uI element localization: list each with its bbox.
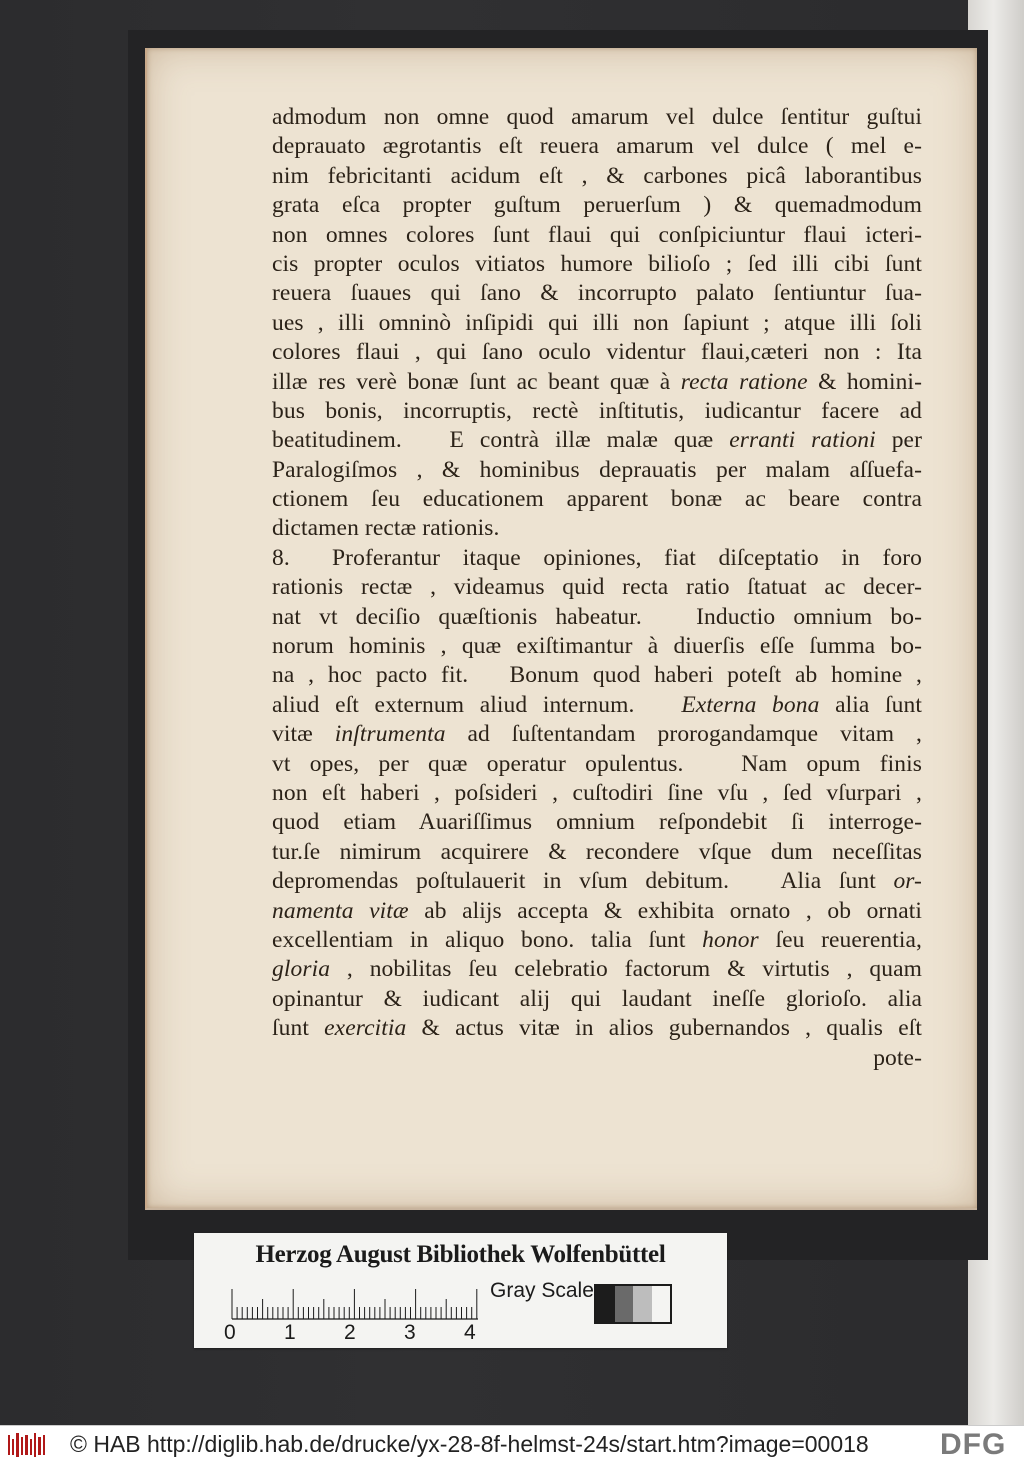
library-name: Herzog August Bibliothek Wolfenbüttel — [255, 1241, 666, 1268]
gray-swatch — [633, 1286, 652, 1322]
text-line: reuera ſuaues qui ſano & incorrupto palato ſentiuntur ſua- — [272, 280, 922, 307]
text-line: norum hominis , quæ exiſtimantur à diuerſis eſſe ſumma bo- — [272, 633, 922, 660]
text-line: cis propter oculos vitiatos humore bilioſo ; ſed illi cibi ſunt — [272, 250, 922, 277]
viewer-footer — [0, 1425, 1024, 1464]
gray-swatch — [652, 1286, 671, 1322]
text-line: nim febricitanti acidum eſt , & carbones picâ laborantibus — [272, 162, 922, 189]
ruler-label: 0 — [224, 1321, 236, 1344]
gray-swatch — [615, 1286, 634, 1322]
catchword: pote- — [873, 1044, 922, 1071]
text-line: vt opes, per quæ operatur opulentus. Nam opum finis — [272, 750, 922, 777]
text-line: nat vt deciſio quæſtionis habeatur. Inductio omnium bo- — [272, 603, 922, 630]
gray-scale-label: Gray Scale — [490, 1279, 594, 1302]
text-line: ctionem ſeu educationem apparent bonæ ac beare contra — [272, 486, 922, 513]
text-line: ues , illi omninò inſipidi qui illi non ſapiunt ; atque illi ſoli — [272, 309, 922, 336]
text-line: colores flaui , qui ſano oculo videntur flaui,cæteri non : Ita — [272, 339, 922, 366]
barcode-logo-icon — [8, 1433, 48, 1457]
source-url-link[interactable]: © HAB http://diglib.hab.de/drucke/yx-28-8f-helmst-24s/start.htm?image=00018 — [70, 1431, 869, 1457]
text-line: admodum non omne quod amarum vel dulce ſentitur guſtui — [272, 104, 922, 130]
dfg-logo: DFG — [940, 1428, 1007, 1461]
text-line: namenta vitæ ab alijs accepta & exhibita ornato , ob ornati — [272, 897, 922, 924]
book-page — [145, 48, 977, 1210]
text-line: tur.ſe nimirum acquirere & recondere vſque dum neceſſitas — [272, 838, 922, 865]
text-line: Paralogiſmos , & hominibus deprauatis per malam aſſuefa- — [272, 456, 922, 483]
text-line: beatitudinem. E contrà illæ malæ quæ erranti rationi per — [272, 427, 922, 454]
text-line: depromendas poſtulauerit in vſum debitum. Alia ſunt or- — [272, 868, 922, 895]
ruler-label: 1 — [284, 1321, 296, 1344]
gray-scale-swatches — [594, 1284, 672, 1324]
text-line: opinantur & iudicant alij qui laudant ineſſe glorioſo. alia — [272, 985, 922, 1012]
ruler-label: 4 — [464, 1321, 476, 1344]
ruler-label: 2 — [344, 1321, 356, 1344]
text-line: na , hoc pacto fit. Bonum quod haberi poteſt ab homine , — [272, 662, 922, 689]
text-line: dictamen rectæ rationis. — [272, 515, 500, 542]
text-line: deprauato ægrotantis eſt reuera amarum vel dulce ( mel e- — [272, 133, 922, 160]
text-line: excellentiam in aliquo bono. talia ſunt honor ſeu reuerentia, — [272, 926, 922, 953]
text-line: 8. Proferantur itaque opiniones, fiat diſceptatio in foro — [272, 544, 922, 571]
text-line: quod etiam Auariſſimus omnium reſpondebit ſi interroge- — [272, 809, 922, 836]
ruler-label: 3 — [404, 1321, 416, 1344]
text-line: vitæ inſtrumenta ad ſuſtentandam prorogandamque vitam , — [272, 721, 922, 748]
gray-swatch — [596, 1286, 615, 1322]
text-line: bus bonis, incorruptis, rectè inſtitutis, iudicantur facere ad — [272, 397, 922, 424]
page-text — [272, 103, 922, 1073]
text-line: ſunt exercitia & actus vitæ in alios gubernandos , qualis eſt — [272, 1015, 922, 1042]
text-line: non omnes colores ſunt flaui qui conſpiciuntur flaui icteri- — [272, 221, 922, 248]
text-line: illæ res verè bonæ ſunt ac beant quæ à recta ratione & homini- — [272, 368, 922, 395]
text-line: gloria , nobilitas ſeu celebratio factorum & virtutis , quam — [272, 956, 922, 983]
text-line: non eſt haberi , poſsideri , cuſtodiri ſine vſu , ſed vſurpari , — [272, 779, 922, 806]
text-line: rationis rectæ , videamus quid recta ratio ſtatuat ac decer- — [272, 574, 922, 601]
measurement-ruler — [230, 1283, 480, 1323]
text-line: grata eſca propter guſtum peruerſum ) & quemadmodum — [272, 192, 922, 219]
library-label-card — [194, 1233, 727, 1348]
text-line: aliud eſt externum aliud internum. Externa bona alia ſunt — [272, 691, 922, 718]
